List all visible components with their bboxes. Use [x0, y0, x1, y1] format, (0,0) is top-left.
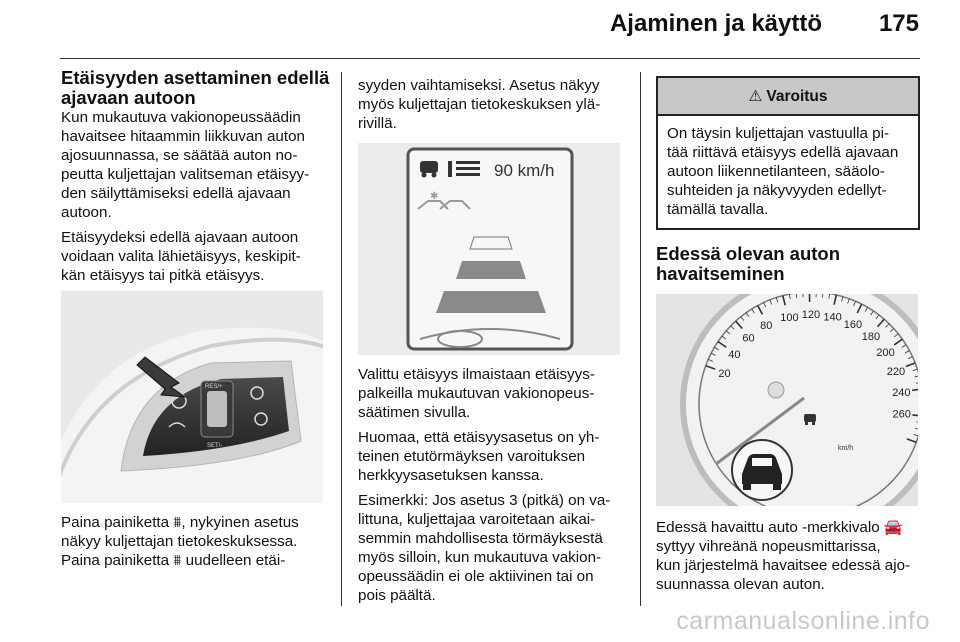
- column-1: [61, 68, 333, 576]
- watermark: carmanualsonline.info: [676, 607, 930, 635]
- steering-wheel-illustration: [61, 291, 323, 503]
- tick-label: 100: [780, 311, 799, 324]
- speedometer-figure: [656, 294, 918, 506]
- distance-bar-2: [456, 261, 526, 279]
- paragraph-vehicle-ahead: Edessä havaittu auto -merkkivalo 🚘 syttyy vihreänä nopeusmittarissa, kun järjestelmä havaitsee edessä ajo- suunnassa olevan auton.: [656, 519, 911, 593]
- warning-triangle-icon: ⚠: [748, 87, 763, 105]
- warning-title: Varoitus: [766, 87, 828, 105]
- speedometer-unit: km/h: [838, 445, 854, 452]
- paragraph-distance-bars: Valittu etäisyys ilmaistaan etäisyys- palkeilla mukautuvan vakionopeus- säätimen sivulla.: [358, 366, 595, 421]
- switch-label-res: RES/+: [205, 384, 223, 390]
- driver-info-display-figure: [358, 143, 620, 355]
- warning-text: On täysin kuljettajan vastuulla pi- tää riittävä etäisyys edellä ajavaan autoon liikennetilanteen, sääolo- suhteiden ja näkyvyyden edellyt- tämällä tavalla.: [667, 125, 899, 218]
- switch-label-set: SET/-: [207, 443, 223, 449]
- speedometer-illustration: [656, 294, 918, 506]
- warning-box: [656, 76, 920, 230]
- paragraph-note: Huomaa, että etäisyysasetus on yh- teinen etutörmäyksen varoituksen herkkyysasetuksen kanssa.: [358, 429, 600, 484]
- paragraph-press-button: Paina painiketta ⩩, nykyinen asetus näkyy kuljettajan tietokeskuksessa. Paina painiketta ⩩ uudelleen etäi-: [61, 514, 299, 569]
- paragraph-intro: Kun mukautuva vakionopeussäädin havaitsee hitaammin liikkuvan auton ajosuunnassa, se säätää auton no- peutta kuljettajan valitseman etäisyy- den säilyttämiseksi edellä ajavaan autoon.: [61, 109, 310, 221]
- distance-bar-1: [470, 237, 512, 249]
- column-2: [358, 76, 630, 611]
- display-speed: 90 km/h: [494, 161, 555, 180]
- tick-label: 20: [718, 368, 731, 381]
- tick-label: 160: [843, 318, 863, 331]
- distance-bar-3: [436, 291, 546, 313]
- tick-label: 80: [760, 319, 773, 332]
- tick-label: 240: [892, 386, 911, 399]
- speedometer-tick: [822, 294, 823, 298]
- svg-text:✱: ✱: [430, 191, 439, 202]
- tick-label: 120: [801, 309, 821, 322]
- paragraph-distance-options: Etäisyydeksi edellä ajavaan autoon voidaan valita lähietäisyys, keskipit- kän etäisyys tai pitkä etäisyys.: [61, 229, 301, 284]
- tick-label: 220: [886, 365, 906, 378]
- vehicle-ahead-large-icon: [732, 440, 792, 500]
- section-heading-distance: Etäisyyden asettaminen edellä ajavaan autoon: [61, 67, 330, 108]
- column-3: [656, 70, 920, 600]
- section-heading-detection: Edessä olevan auton havaitseminen: [656, 243, 841, 284]
- tick-label: 260: [892, 408, 911, 421]
- column-divider-1: [341, 72, 342, 606]
- paragraph-example: Esimerkki: Jos asetus 3 (pitkä) on va- littuna, kuljettajaa varoitetaan aikai- semmin mahdollisesta törmäyksestä myös silloin, kun mukautuva vakion- opeussäädin ei ole aktiivinen tai on pois päältä.: [358, 492, 611, 604]
- running-header-title: Ajaminen ja käyttö: [609, 10, 822, 37]
- column-divider-2: [640, 72, 641, 606]
- tick-label: 40: [728, 348, 741, 361]
- header-rule: [60, 58, 920, 59]
- tick-label: 200: [876, 346, 895, 359]
- display-illustration: [358, 143, 620, 355]
- page-number: 175: [878, 10, 919, 37]
- tick-label: 140: [823, 311, 842, 324]
- tick-label: 180: [861, 330, 881, 343]
- tick-label: 60: [742, 332, 755, 345]
- paragraph-continued: syyden vaihtamiseksi. Asetus näkyy myös kuljettajan tietokeskuksen ylä- rivillä.: [358, 77, 601, 132]
- steering-wheel-figure: [61, 291, 323, 503]
- warning-header: [658, 78, 918, 116]
